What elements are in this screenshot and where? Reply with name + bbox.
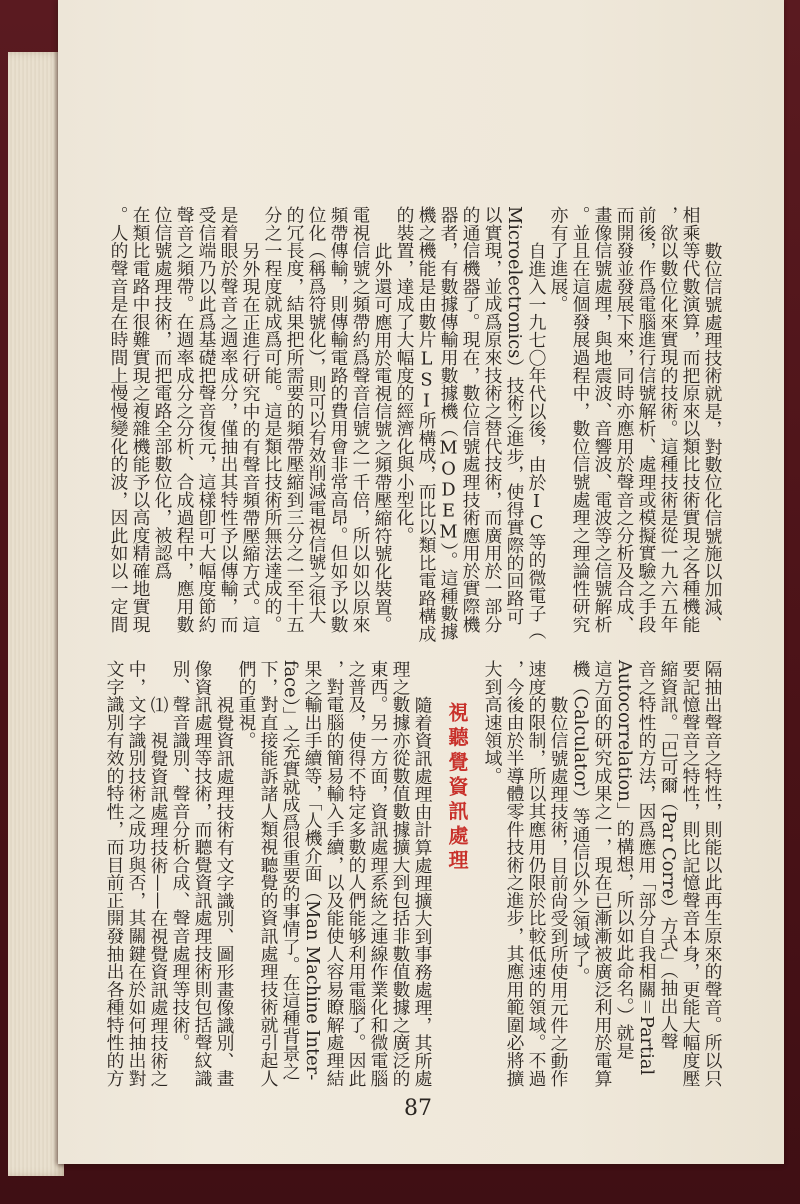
text-column: Autocorrelation」的構想，所以如此命名。）就是 (614, 660, 635, 1060)
text-column: 隨着資訊處理由計算處理擴大到事務處理，其所處 (412, 695, 433, 1087)
text-column: 理之數據亦從數值數據擴大到包括非數值數據之廣泛的 (390, 660, 411, 1087)
text-column: 音之特性的方法，因爲應用「部分自我相關＝Partial (636, 660, 657, 1076)
page-number: 87 (404, 1096, 432, 1121)
text-column: 受信端乃以此爲基礎把聲音復元，這樣卽可大幅度節約 (196, 206, 217, 633)
text-column: 而開發並發展下來，同時亦應用於聲音之分析及合成、 (614, 206, 635, 633)
text-column: 數位信號處理技術就是，對數位化信號施以加減、 (702, 241, 723, 633)
text-column: 視覺資訊處理技術有文字識別、圖形畫像識別、畫 (214, 695, 235, 1087)
text-column: 機之機能是由數片LSI所構成，而比以類比電路構成 (416, 206, 437, 643)
text-column: 。並且在這個發展過程中，數位信號處理之理論性研究 (570, 206, 591, 633)
text-column: 像資訊處理等技術，而聽覺資訊處理技術則包括聲紋識 (192, 660, 213, 1087)
text-column: 亦有了進展。 (548, 206, 569, 313)
text-column: 位化（稱爲符號化），則可以有效削減電視信號之很大 (306, 206, 327, 625)
text-column: 是着眼於聲音之週率成分，僅抽出其特性予以傳輸，而 (218, 206, 239, 633)
text-column: 另外現在正進行研究中的有聲音頻帶壓縮方式。這 (240, 241, 261, 633)
text-column: 。人的聲音是在時間上慢慢變化的波，因此如以一定間 (108, 206, 129, 633)
text-column: 畫像信號處理，與地震波、音響波、電波等之信號解析 (592, 206, 613, 633)
text-column: 器者，有數據傳輸用數據機（MODEM）。這種數據 (438, 206, 459, 641)
text-column: 們的重視。 (236, 660, 257, 749)
text-column: 果之輸出手續等，「人機介面（Man Machine Inter- (302, 660, 323, 1081)
text-column: 文字識別有效的特性，而目前正開發抽出各種特性的方 (104, 660, 125, 1087)
text-column: 要記憶聲音之特性，則比記憶聲音本身，更能大幅度壓 (680, 660, 701, 1087)
text-column: 的冗長度，結果把所需要的頻帶壓縮到三分之一至十五 (284, 206, 305, 633)
text-column: 縮資訊。「巴可爾（Par Corre）方式」（抽出人聲 (658, 660, 679, 1051)
text-column: Microelectronics）技術之進步，使得實際的回路可 (504, 206, 525, 626)
text-column: 在類比電路中很難實現之複雜機能予以高度精確地實現 (130, 206, 151, 633)
text-column: 之普及，使得不特定多數的人們能够利用電腦了。因此 (346, 660, 367, 1087)
text-column: 相乘等代數演算，而把原來以類比技術實現之各種機能 (680, 206, 701, 633)
text-column: 電視信號之頻帶約爲聲音信號之一千倍，所以如以原來 (350, 206, 371, 633)
text-column: 前後，作爲電腦進行信號解析、處理或模擬實驗之手段 (636, 206, 657, 633)
text-column: 的通信機器了。現在，數位信號處理技術應用於實際機 (460, 206, 481, 633)
text-column: 頻帶傳輸，則傳輸電路的費用會非常高昂。但如予以數 (328, 206, 349, 633)
text-column: 機（Calculator）等通信以外之領域了。 (570, 660, 591, 986)
upright-acronym: LSI (416, 348, 437, 412)
text-column: 隔抽出聲音之特性，則能以此再生原來的聲音。所以只 (702, 660, 723, 1087)
text-column: 東西。另一方面，資訊處理系統之連線作業化和微電腦 (368, 660, 389, 1087)
text-column: ，今後由於半導體零件技術之進步，其應用範圍必將擴 (504, 660, 525, 1087)
text-column: 別、聲音識別、聲音分析合成、聲音處理等技術。 (170, 660, 191, 1052)
text-column: 分之一程度就成爲可能。這是類比技術所無法達成的。 (262, 206, 283, 633)
page-edges (8, 52, 64, 1176)
text-column: 位信號處理技術，而把電路全部數位化，被認爲 (152, 206, 173, 580)
text-column: 大到高速領域。 (482, 660, 503, 785)
text-column: 以實現，並成爲原來技術之替代技術，而廣用於一部分 (482, 206, 503, 633)
text-column: ，欲以數位化來實現的技術。這種技術是從一九六五年 (658, 206, 679, 633)
text-column: 中，文字識別技術之成功與否，其關鍵在於如何抽出對 (126, 660, 147, 1087)
text-column: 自進入一九七〇年代以後，由於IC等的微電子（ (526, 241, 547, 640)
text-column: 數位信號處理技術，目前尙受到所使用元件之動作 (548, 695, 569, 1087)
text-column: ，對電腦的簡易輸入手續，以及能使人容易瞭解處理結 (324, 660, 345, 1087)
text-column: 聲音之頻帶。在週率成分之分析、合成過程中，應用數 (174, 206, 195, 633)
lower-text-block (103, 660, 723, 1096)
text-column: 這方面的研究成果之一，現在已漸漸被廣泛利用於電算 (592, 660, 613, 1087)
text-column: 此外還可應用於電視信號之頻帶壓縮符號化裝置。 (372, 241, 393, 633)
text-column: ⑴ 視覺資訊處理技術——在視覺資訊處理技術之 (148, 695, 169, 1087)
text-column: 的裝置，達成了大幅度的經濟化與小型化。 (394, 206, 415, 545)
section-heading: 視聽覺資訊處理 (445, 702, 469, 875)
text-column: 速度的限制，所以其應用仍限於比較低速的領域。不過 (526, 660, 547, 1087)
text-column: face）」之充實就成爲很重要的事情了。在這種背景之 (280, 660, 301, 1081)
upright-acronym: MODEM (438, 437, 459, 543)
text-column: 下，對直接能訴諸人類視聽覺的資訊處理技術就引起人 (258, 660, 279, 1087)
upper-text-block (107, 206, 723, 642)
upright-acronym: IC (526, 490, 547, 533)
